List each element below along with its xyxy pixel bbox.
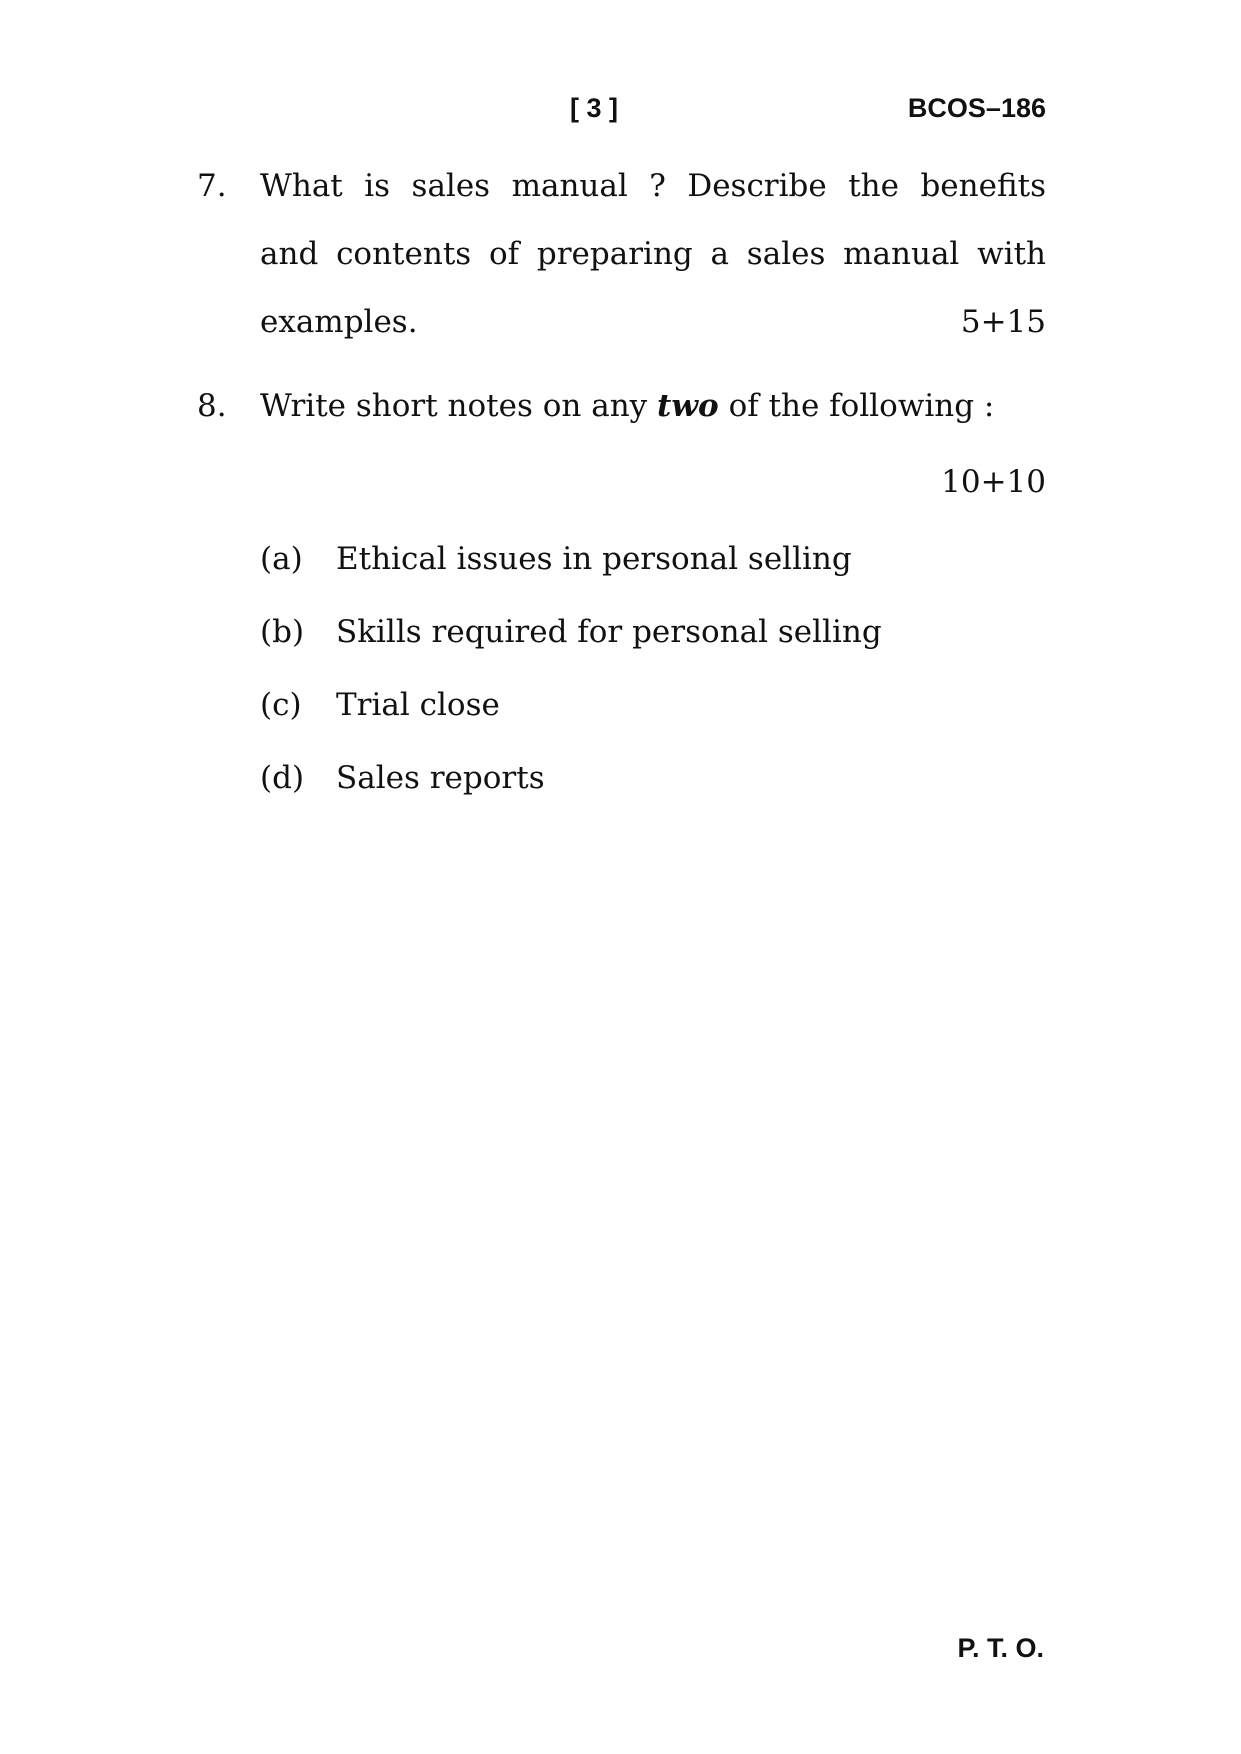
question-7-line-2: and contents of preparing a sales manual with	[260, 236, 1046, 272]
question-7-line-3: examples.	[260, 304, 418, 340]
option-c-label: (c)	[260, 687, 302, 723]
option-d-label: (d)	[260, 760, 305, 796]
option-d	[260, 758, 545, 798]
option-c-text: Trial close	[336, 687, 500, 723]
question-8-text-before: Write short notes on any	[260, 388, 658, 424]
question-8-number: 8.	[197, 388, 227, 424]
option-d-text: Sales reports	[336, 760, 545, 796]
option-b-label: (b)	[260, 614, 305, 650]
question-7-marks: 5+15	[960, 304, 1046, 340]
course-code: BCOS–186	[907, 93, 1046, 123]
question-8-text-after: of the following :	[718, 388, 995, 424]
option-a	[260, 539, 852, 579]
pto-footer: P. T. O.	[957, 1633, 1044, 1663]
option-c	[260, 685, 500, 725]
question-7	[260, 152, 1046, 356]
option-b-text: Skills required for personal selling	[336, 614, 882, 650]
question-8-emphasis: two	[657, 388, 719, 424]
question-8-marks: 10+10	[941, 464, 1046, 500]
question-7-last-row	[260, 288, 1046, 356]
option-b	[260, 612, 882, 652]
option-a-label: (a)	[260, 541, 303, 577]
option-a-text: Ethical issues in personal selling	[336, 541, 852, 577]
question-8-text	[260, 372, 1046, 440]
question-7-line-1: What is sales manual ? Describe the benefits	[260, 168, 1046, 204]
question-7-number: 7.	[197, 168, 227, 204]
question-8	[260, 372, 1046, 440]
page-number: [ 3 ]	[570, 93, 619, 123]
